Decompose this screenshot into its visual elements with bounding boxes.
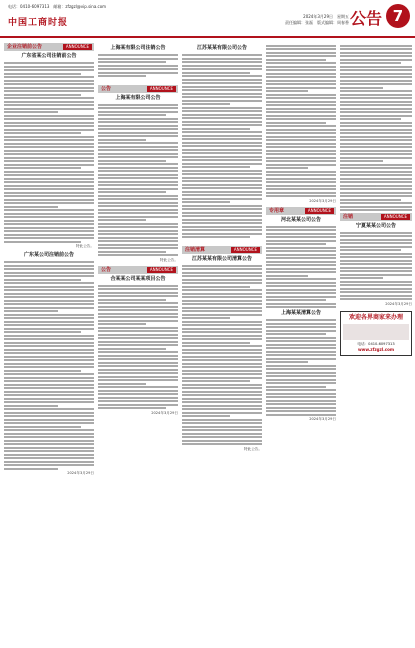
- notice-sign: 特此公告。: [76, 244, 94, 248]
- notice-body: [4, 62, 94, 243]
- section-header: [98, 266, 178, 274]
- column-5: [340, 43, 412, 643]
- column-2: [98, 43, 178, 643]
- section-tag: ANNOUNCE: [147, 86, 176, 92]
- section-tag: ANNOUNCE: [231, 247, 260, 253]
- section-header: [4, 43, 94, 51]
- notice-body: [182, 54, 262, 238]
- notice-body: [4, 261, 94, 470]
- masthead: [0, 0, 415, 38]
- newspaper-brand: 中国工商时报: [8, 18, 69, 28]
- notice-headline: 上海某某清算公告: [280, 310, 321, 316]
- notice-body: [266, 226, 336, 309]
- notice-headline: 江苏某某有限公司公告: [196, 45, 247, 51]
- ad-title: 欢迎各界商家来办理: [348, 313, 403, 321]
- notice-headline: 宁夏某某公司公告: [355, 222, 396, 229]
- notice-body: [266, 45, 336, 198]
- section-header: [266, 207, 336, 215]
- advertisement: [340, 311, 412, 356]
- ad-phone: 电话：0410-6097313: [357, 341, 395, 346]
- section-tag: ANNOUNCE: [305, 208, 334, 214]
- section-title: 公告: [101, 85, 112, 92]
- section-title: 注销: [343, 213, 354, 220]
- notice-headline: 广东省某公司注销前公告: [21, 53, 77, 59]
- page-number-badge: 7: [386, 4, 410, 28]
- notice-body: [98, 285, 178, 410]
- notice-body: [340, 232, 412, 301]
- notice-sign: 特此公告。: [244, 446, 262, 451]
- notice-body: [98, 54, 178, 77]
- notice-body: [340, 45, 412, 212]
- section-header: [98, 85, 178, 93]
- notice-sign: 2024年3月29日: [309, 417, 336, 421]
- section-header: [340, 213, 412, 221]
- notice-headline: 广东某公司注销前公告: [23, 252, 74, 258]
- section-tag: ANNOUNCE: [147, 267, 176, 273]
- section-title: 公告: [101, 266, 112, 273]
- notice-sign: 特此公告。: [160, 257, 178, 262]
- notice-body: [98, 104, 178, 257]
- page-category: 公告: [350, 9, 383, 28]
- notice-headline: 合某某公司某某项目公告: [110, 275, 166, 282]
- ad-banner: [343, 324, 409, 340]
- section-tag: ANNOUNCE: [63, 44, 92, 50]
- notice-body: [182, 265, 262, 446]
- notice-sign: 2024年3月29日: [67, 471, 94, 475]
- masthead-date-editors: [285, 14, 349, 26]
- ad-website: www.zfzgzl.com: [357, 346, 395, 352]
- notice-sign: 2024年3月29日: [151, 410, 178, 415]
- notice-headline: 上海某有限公司公告: [115, 94, 161, 101]
- notice-headline: 江苏某某有限公司清算公告: [191, 255, 252, 262]
- issue-date: 2024年3月29日 星期五: [303, 14, 349, 19]
- notice-headline: 河北某某公司公告: [280, 216, 321, 223]
- section-title: 企业注销前公告: [7, 44, 43, 50]
- editors-line: 责任编辑：张磊 版式编辑：周春香: [285, 20, 349, 25]
- section-title: 专用章: [269, 207, 285, 214]
- column-3: [182, 43, 262, 643]
- notice-sign: 2024年3月29日: [309, 198, 336, 203]
- section-title: 注销清算: [185, 246, 206, 253]
- column-4: [266, 43, 336, 643]
- section-header: [182, 246, 262, 254]
- notice-headline: 上海某有限公司注销公告: [110, 45, 166, 51]
- notice-body: [266, 319, 336, 416]
- section-tag: ANNOUNCE: [381, 214, 410, 220]
- column-1: [4, 43, 94, 643]
- notice-sign: 2024年3月29日: [385, 301, 412, 306]
- masthead-contact: 电话：0410-6097313 邮箱：zfzgzl@vip.sina.com: [8, 4, 107, 9]
